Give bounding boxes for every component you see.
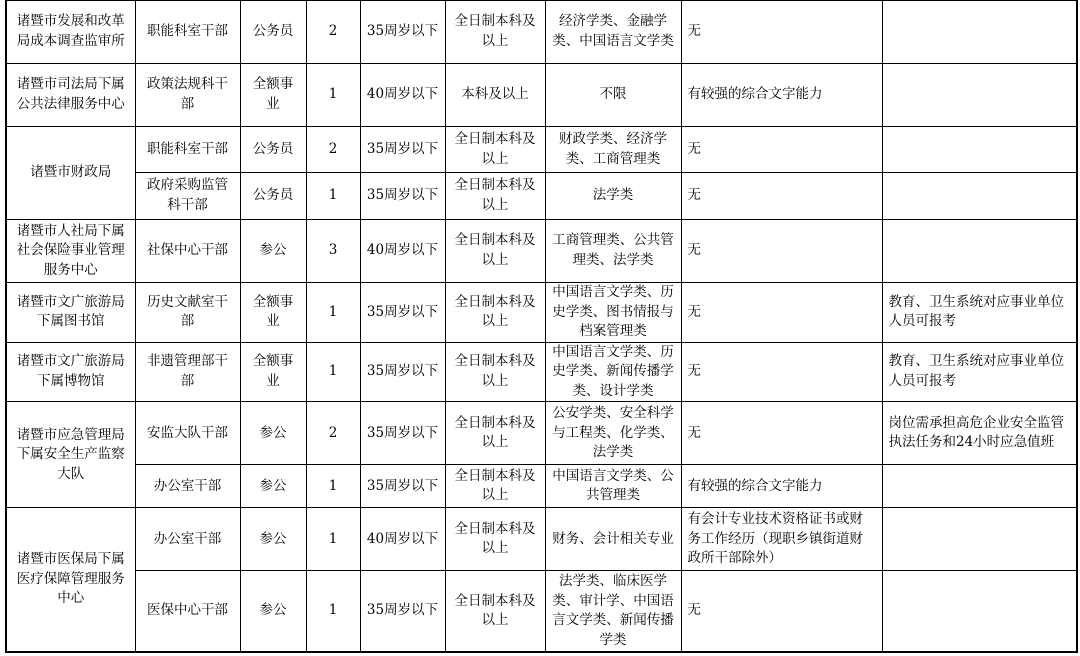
post-cell: 医保中心干部 — [135, 571, 240, 652]
post-cell: 政策法规科干部 — [135, 64, 240, 127]
edu-cell: 全日制本科及以上 — [445, 342, 545, 402]
edu-cell: 全日制本科及以上 — [445, 402, 545, 465]
type-cell: 公务员 — [240, 127, 306, 173]
req-cell: 有会计专业技术资格证书或财务工作经历（现职乡镇街道财政所干部除外） — [681, 508, 882, 571]
type-cell: 参公 — [240, 402, 306, 465]
count-cell: 1 — [306, 173, 360, 220]
type-cell: 参公 — [240, 508, 306, 571]
edu-cell: 全日制本科及以上 — [445, 508, 545, 571]
post-cell: 社保中心干部 — [135, 220, 240, 283]
table-row — [6, 508, 1077, 571]
post-cell: 非遗管理部干部 — [135, 342, 240, 402]
major-cell: 公安学类、安全科学与工程类、化学类、法学类 — [545, 402, 681, 465]
note-cell: 岗位需承担高危企业安全监管执法任务和24小时应急值班 — [882, 402, 1077, 465]
unit-cell: 诸暨市应急管理局下属安全生产监察大队 — [6, 402, 135, 508]
note-cell — [882, 508, 1077, 571]
edu-cell: 本科及以上 — [445, 64, 545, 127]
req-cell: 无 — [681, 127, 882, 173]
count-cell: 1 — [306, 64, 360, 127]
edu-cell: 全日制本科及以上 — [445, 220, 545, 283]
req-cell: 有较强的综合文字能力 — [681, 465, 882, 508]
age-cell: 40周岁以下 — [360, 508, 445, 571]
table-row — [6, 465, 1077, 508]
post-cell: 政府采购监管科干部 — [135, 173, 240, 220]
age-cell: 35周岁以下 — [360, 283, 445, 343]
note-cell — [882, 571, 1077, 652]
table-row — [6, 571, 1077, 652]
count-cell: 3 — [306, 220, 360, 283]
recruitment-table — [5, 0, 1078, 653]
note-cell: 教育、卫生系统对应事业单位人员可报考 — [882, 342, 1077, 402]
major-cell: 法学类、临床医学类、审计学、中国语言文学类、新闻传播学类 — [545, 571, 681, 652]
req-cell: 无 — [681, 342, 882, 402]
type-cell: 公务员 — [240, 173, 306, 220]
note-cell — [882, 1, 1077, 64]
count-cell: 1 — [306, 465, 360, 508]
post-cell: 职能科室干部 — [135, 1, 240, 64]
major-cell: 中国语言文学类、公共管理类 — [545, 465, 681, 508]
count-cell: 2 — [306, 1, 360, 64]
unit-cell: 诸暨市司法局下属公共法律服务中心 — [6, 64, 135, 127]
age-cell: 35周岁以下 — [360, 173, 445, 220]
edu-cell: 全日制本科及以上 — [445, 465, 545, 508]
count-cell: 1 — [306, 571, 360, 652]
req-cell: 无 — [681, 173, 882, 220]
count-cell: 1 — [306, 342, 360, 402]
table-row — [6, 220, 1077, 283]
type-cell: 参公 — [240, 571, 306, 652]
table-row — [6, 173, 1077, 220]
req-cell: 无 — [681, 220, 882, 283]
major-cell: 财务、会计相关专业 — [545, 508, 681, 571]
count-cell: 1 — [306, 508, 360, 571]
age-cell: 35周岁以下 — [360, 465, 445, 508]
unit-cell: 诸暨市文广旅游局下属博物馆 — [6, 342, 135, 402]
edu-cell: 全日制本科及以上 — [445, 127, 545, 173]
req-cell: 无 — [681, 1, 882, 64]
req-cell: 无 — [681, 402, 882, 465]
age-cell: 35周岁以下 — [360, 402, 445, 465]
note-cell — [882, 173, 1077, 220]
type-cell: 全额事业 — [240, 64, 306, 127]
post-cell: 职能科室干部 — [135, 127, 240, 173]
table-row — [6, 342, 1077, 402]
type-cell: 全额事业 — [240, 283, 306, 343]
type-cell: 公务员 — [240, 1, 306, 64]
table-row — [6, 283, 1077, 343]
age-cell: 40周岁以下 — [360, 220, 445, 283]
major-cell: 中国语言文学类、历史学类、新闻传播学类、设计学类 — [545, 342, 681, 402]
type-cell: 参公 — [240, 220, 306, 283]
table-row — [6, 1, 1077, 64]
major-cell: 财政学类、经济学类、工商管理类 — [545, 127, 681, 173]
major-cell: 法学类 — [545, 173, 681, 220]
post-cell: 办公室干部 — [135, 465, 240, 508]
table-row — [6, 64, 1077, 127]
edu-cell: 全日制本科及以上 — [445, 571, 545, 652]
unit-cell: 诸暨市人社局下属社会保险事业管理服务中心 — [6, 220, 135, 283]
table-row — [6, 402, 1077, 465]
post-cell: 办公室干部 — [135, 508, 240, 571]
count-cell: 1 — [306, 283, 360, 343]
age-cell: 35周岁以下 — [360, 571, 445, 652]
table-row — [6, 127, 1077, 173]
edu-cell: 全日制本科及以上 — [445, 173, 545, 220]
req-cell: 无 — [681, 571, 882, 652]
unit-cell: 诸暨市财政局 — [6, 127, 135, 220]
major-cell: 不限 — [545, 64, 681, 127]
major-cell: 中国语言文学类、历史学类、图书情报与档案管理类 — [545, 283, 681, 343]
post-cell: 安监大队干部 — [135, 402, 240, 465]
unit-cell: 诸暨市医保局下属医疗保障管理服务中心 — [6, 508, 135, 652]
age-cell: 35周岁以下 — [360, 127, 445, 173]
age-cell: 35周岁以下 — [360, 342, 445, 402]
post-cell: 历史文献室干部 — [135, 283, 240, 343]
note-cell — [882, 64, 1077, 127]
note-cell: 教育、卫生系统对应事业单位人员可报考 — [882, 283, 1077, 343]
req-cell: 有较强的综合文字能力 — [681, 64, 882, 127]
edu-cell: 全日制本科及以上 — [445, 1, 545, 64]
type-cell: 全额事业 — [240, 342, 306, 402]
edu-cell: 全日制本科及以上 — [445, 283, 545, 343]
count-cell: 2 — [306, 127, 360, 173]
type-cell: 参公 — [240, 465, 306, 508]
unit-cell: 诸暨市文广旅游局下属图书馆 — [6, 283, 135, 343]
age-cell: 40周岁以下 — [360, 64, 445, 127]
req-cell: 无 — [681, 283, 882, 343]
count-cell: 2 — [306, 402, 360, 465]
unit-cell: 诸暨市发展和改革局成本调查监审所 — [6, 1, 135, 64]
major-cell: 经济学类、金融学类、中国语言文学类 — [545, 1, 681, 64]
note-cell — [882, 220, 1077, 283]
age-cell: 35周岁以下 — [360, 1, 445, 64]
note-cell — [882, 465, 1077, 508]
note-cell — [882, 127, 1077, 173]
major-cell: 工商管理类、公共管理类、法学类 — [545, 220, 681, 283]
